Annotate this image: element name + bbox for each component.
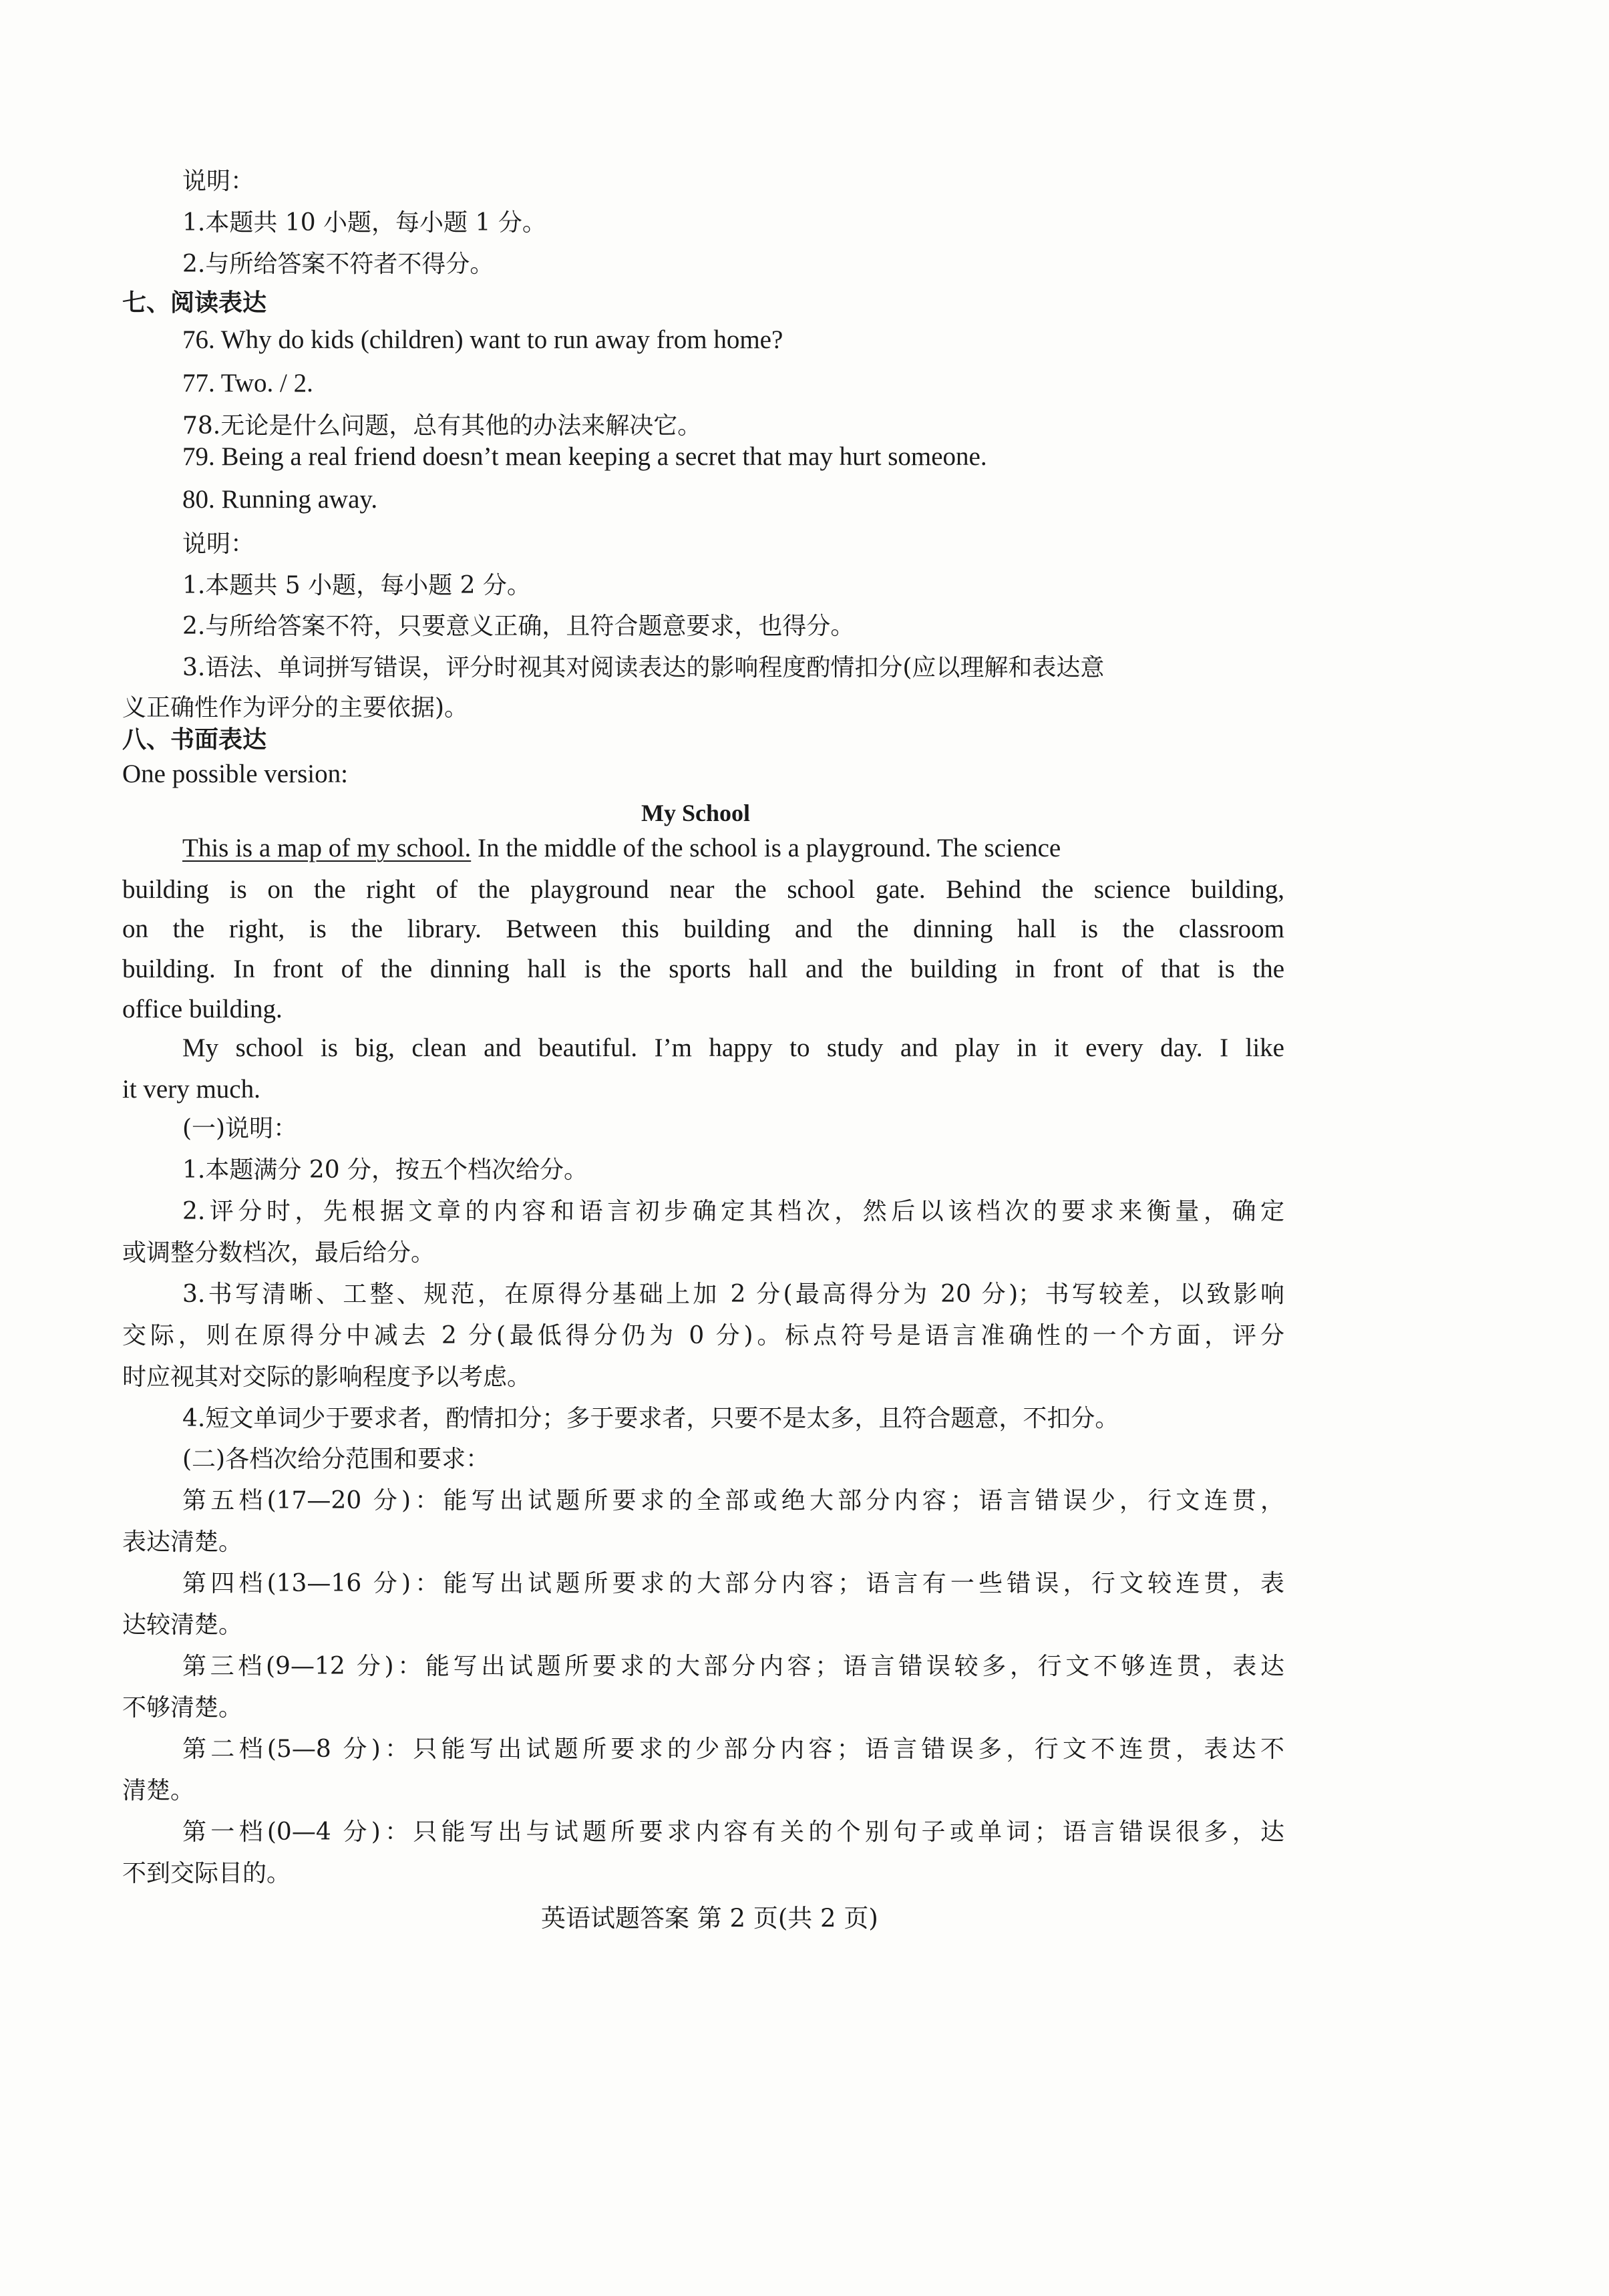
grade-5-cont: 表达清楚。	[122, 1528, 243, 1556]
grade-2: 第二档(5—8 分)：只能写出试题所要求的少部分内容；语言错误多，行文不连贯，表达不	[182, 1736, 1284, 1763]
section7-note-3-cont: 义正确性作为评分的主要依据)。	[122, 694, 469, 721]
answer-76: 76. Why do kids (children) want to run away from home?	[182, 325, 783, 354]
essay-para1-line4: building. In front of the dinning hall is the sports hall and the building in front of that is the	[122, 955, 1284, 983]
essay-para1-line1-rest: In the middle of the school is a playground. The science	[471, 834, 1061, 862]
grade-1: 第一档(0—4 分)：只能写出与试题所要求内容有关的个别句子或单词；语言错误很多，达	[182, 1818, 1284, 1846]
notes2-label: (二)各档次给分范围和要求：	[182, 1446, 490, 1473]
version-label: One possible version:	[122, 760, 348, 788]
notes1-item-2: 2.评分时，先根据文章的内容和语言初步确定其档次，然后以该档次的要求来衡量，确定	[182, 1198, 1284, 1225]
section6-note-1: 1.本题共 10 小题，每小题 1 分。	[182, 209, 546, 236]
notes1-item-3-cont2: 时应视其对交际的影响程度予以考虑。	[122, 1363, 532, 1391]
section7-note-3: 3.语法、单词拼写错误，评分时视其对阅读表达的影响程度酌情扣分(应以理解和表达意	[182, 654, 1105, 681]
section8-heading: 八、书面表达	[122, 726, 267, 754]
grade-4-cont: 达较清楚。	[122, 1611, 243, 1639]
answer-80: 80. Running away.	[182, 485, 378, 514]
section7-heading: 七、阅读表达	[122, 289, 267, 317]
answer-78: 78.无论是什么问题，总有其他的办法来解决它。	[182, 412, 702, 440]
notes1-item-4: 4.短文单词少于要求者，酌情扣分；多于要求者，只要不是太多，且符合题意，不扣分。	[182, 1405, 1119, 1432]
notes1-item-2-cont: 或调整分数档次，最后给分。	[122, 1239, 435, 1267]
grade-4: 第四档(13—16 分)：能写出试题所要求的大部分内容；语言有一些错误，行文较连贯，表	[182, 1570, 1284, 1597]
essay-para1-line5: office building.	[122, 995, 283, 1023]
section7-note-2: 2.与所给答案不符，只要意义正确，且符合题意要求，也得分。	[182, 613, 855, 640]
essay-para2-line2: it very much.	[122, 1075, 260, 1104]
essay-title: My School	[641, 800, 751, 826]
grade-5: 第五档(17—20 分)：能写出试题所要求的全部或绝大部分内容；语言错误少，行文连贯，	[182, 1487, 1284, 1514]
essay-para1-line2: building is on the right of the playground near the school gate. Behind the science building,	[122, 875, 1284, 904]
notes1-item-3: 3.书写清晰、工整、规范，在原得分基础上加 2 分(最高得分为 20 分)；书写较差，以致影响	[182, 1281, 1284, 1308]
section6-note-2: 2.与所给答案不符者不得分。	[182, 251, 494, 278]
grade-1-cont: 不到交际目的。	[122, 1860, 291, 1887]
essay-para2-line1: My school is big, clean and beautiful. I’m happy to study and play in it every day. I like	[182, 1033, 1284, 1062]
answer-79: 79. Being a real friend doesn’t mean keeping a secret that may hurt someone.	[182, 442, 987, 471]
grade-3-cont: 不够清楚。	[122, 1694, 243, 1721]
grade-2-cont: 清楚。	[122, 1777, 195, 1804]
notes1-label: (一)说明：	[182, 1115, 298, 1142]
section7-note-1: 1.本题共 5 小题，每小题 2 分。	[182, 572, 531, 599]
notes1-item-3-cont1: 交际，则在原得分中减去 2 分(最低得分仍为 0 分)。标点符号是语言准确性的一个方面，评分	[122, 1322, 1284, 1349]
essay-para1-line3: on the right, is the library. Between this building and the dinning hall is the classroom	[122, 915, 1284, 943]
page-footer: 英语试题答案 第 2 页(共 2 页)	[541, 1904, 878, 1933]
essay-underlined-sentence: This is a map of my school.	[182, 834, 472, 862]
notes1-item-1: 1.本题满分 20 分，按五个档次给分。	[182, 1156, 588, 1184]
grade-3: 第三档(9—12 分)：能写出试题所要求的大部分内容；语言错误较多，行文不够连贯，表达	[182, 1653, 1284, 1680]
section7-notes-label: 说明：	[182, 530, 255, 558]
section6-notes-label: 说明：	[182, 168, 255, 195]
answer-77: 77. Two. / 2.	[182, 369, 313, 397]
essay-para1-line1	[182, 833, 1061, 864]
